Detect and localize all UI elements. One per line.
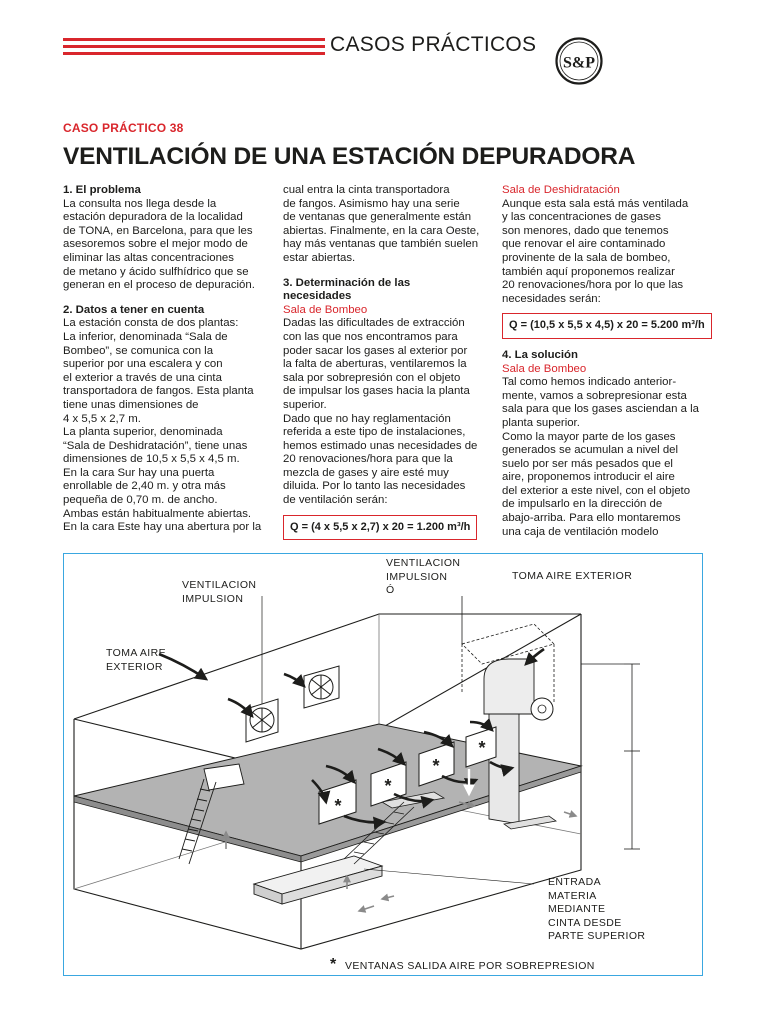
text-line: de ventilación serán: xyxy=(283,494,388,507)
formula-box-bombeo: Q = (4 x 5,5 x 2,7) x 20 = 1.200 m³/h xyxy=(283,515,477,541)
text-line: La inferior, denominada “Sala de xyxy=(63,330,228,343)
text-line: En la cara Sur hay una puerta xyxy=(63,466,215,479)
case-label: CASO PRÁCTICO 38 xyxy=(63,121,184,135)
text-line: hemos estimado unas necesidades de xyxy=(283,439,478,452)
text-line: Como la mayor parte de los gases xyxy=(502,430,676,443)
text-line: sala por sobrepresión con el objeto xyxy=(283,371,461,384)
text-line: 20 renovaciones/hora para que la xyxy=(283,453,453,466)
text-line: Dadas las dificultades de extracción xyxy=(283,317,465,330)
text-line: de impulsarlo en la dirección de xyxy=(502,498,663,511)
text-line: la falta de aberturas, ventilaremos la xyxy=(283,358,467,371)
text-line: poder sacar los gases al exterior por xyxy=(283,344,468,357)
text-line: que renovar el aire contaminado xyxy=(502,238,666,251)
text-line: cual entra la cinta transportadora xyxy=(283,184,450,196)
text-line: suelo por ser más pesados que el xyxy=(502,457,673,470)
header-title: CASOS PRÁCTICOS xyxy=(330,33,537,56)
label-ventilacion-impulsion: VENTILACION IMPULSION xyxy=(182,579,257,605)
text-line: abajo-arriba. Para ello montaremos xyxy=(502,512,681,525)
svg-text:*: * xyxy=(478,738,486,758)
text-line: pequeña de 0,70 m. de ancho. xyxy=(63,494,218,507)
column-2 xyxy=(283,184,490,540)
svg-text:*: * xyxy=(334,796,342,816)
text-line: estar abiertas. xyxy=(283,251,356,264)
column-3 xyxy=(502,184,707,539)
data-heading: 2. Datos a tener en cuenta xyxy=(63,303,205,316)
text-line: La consulta nos llega desde la xyxy=(63,197,217,210)
label-toma-aire-exterior-right: TOMA AIRE EXTERIOR xyxy=(512,570,633,582)
text-line: de ventanas que generalmente están xyxy=(283,211,472,224)
text-line: generan en el proceso de depuración. xyxy=(63,279,255,292)
text-line: enrollable de 2,40 m. y otra más xyxy=(63,480,226,493)
text-line: provinente de la sala de bombeo, xyxy=(502,251,671,264)
text-line: también aquí proponemos realizar xyxy=(502,265,675,278)
text-line: son menores, dado que tenemos xyxy=(502,224,669,237)
text-line: una caja de ventilación modelo xyxy=(502,525,659,538)
text-line: aire, proponemos introducir el aire xyxy=(502,471,675,484)
label-ventilacion-impulsion-o: VENTILACION IMPULSION Ó xyxy=(386,557,461,596)
problem-heading: 1. El problema xyxy=(63,184,141,196)
formula-box-deshidratacion: Q = (10,5 x 5,5 x 4,5) x 20 = 5.200 m³/h xyxy=(502,313,712,339)
text-line: del exterior a este nivel, con el objeto xyxy=(502,484,691,497)
text-line: superior por una escalera y con xyxy=(63,358,223,371)
text-line: referida a este tipo de instalaciones, xyxy=(283,426,466,439)
text-line: Aunque esta sala está más ventilada xyxy=(502,197,689,210)
text-line: En la cara Este hay una abertura por la xyxy=(63,521,262,534)
deshidratacion-subheading: Sala de Deshidratación xyxy=(502,184,620,196)
text-line: con las que nos encontramos para xyxy=(283,330,458,343)
svg-text:*: * xyxy=(384,776,392,796)
text-line: tiene unas dimensiones de xyxy=(63,398,199,411)
legend-text: VENTANAS SALIDA AIRE POR SOBREPRESION xyxy=(345,960,595,972)
text-line: necesidades serán: xyxy=(502,292,601,305)
text-line: eliminar las altas concentraciones xyxy=(63,251,234,264)
text-line: mente, vamos a sobrepresionar esta xyxy=(502,389,687,402)
text-line: hay más ventanas que también suelen xyxy=(283,238,479,251)
ventilation-diagram xyxy=(63,553,703,976)
needs-heading-line-2: necesidades xyxy=(283,290,352,303)
svg-text:*: * xyxy=(432,756,440,776)
logo-text: S&P xyxy=(563,54,595,72)
text-line: de impulsar los gases hacia la planta xyxy=(283,385,470,398)
text-line: Bombeo”, se comunica con la xyxy=(63,344,214,357)
text-line: diluida. Por lo tanto las necesidades xyxy=(283,480,466,493)
text-line: transportadora de fangos. Esta planta xyxy=(63,385,254,398)
text-line: superior. xyxy=(283,398,327,411)
text-line: planta superior. xyxy=(502,416,580,429)
text-line: Ambas están habitualmente abiertas. xyxy=(63,507,252,520)
text-line: el exterior a través de una cinta xyxy=(63,371,222,384)
text-line: y las concentraciones de gases xyxy=(502,211,661,224)
text-line: asesoremos sobre el mejor modo de xyxy=(63,238,248,251)
needs-subheading: Sala de Bombeo xyxy=(283,303,368,316)
text-line: Dado que no hay reglamentación xyxy=(283,412,451,425)
needs-heading: 3. Determinación de las xyxy=(283,276,411,289)
column-1 xyxy=(63,184,273,535)
text-line: dimensiones de 10,5 x 5,5 x 4,5 m. xyxy=(63,453,240,466)
text-line: 4 x 5,5 x 2,7 m. xyxy=(63,412,141,425)
text-line: de TONA, en Barcelona, para que les xyxy=(63,224,253,237)
legend-asterisk-icon: * xyxy=(330,956,337,973)
text-line: “Sala de Deshidratación”, tiene unas xyxy=(63,439,248,452)
label-entrada-materia: ENTRADA MATERIA MEDIANTE CINTA DESDE PARTE SUPERIOR xyxy=(548,876,646,942)
solution-heading: 4. La solución xyxy=(502,348,578,361)
sp-logo-icon xyxy=(555,37,603,85)
text-line: de metano y ácido sulfhídrico que se xyxy=(63,265,249,278)
text-line: mezcla de gases y aire esté muy xyxy=(283,466,449,479)
page-title: VENTILACIÓN DE UNA ESTACIÓN DEPURADORA xyxy=(63,143,636,170)
text-line: sala para que los gases asciendan a la xyxy=(502,403,699,416)
text-line: La estación consta de dos plantas: xyxy=(63,317,239,330)
text-line: abiertas. Finalmente, en la cara Oeste, xyxy=(283,224,480,237)
text-line: de fangos. Asimismo hay una serie xyxy=(283,197,460,210)
text-line: Tal como hemos indicado anterior- xyxy=(502,376,677,389)
text-line: La planta superior, denominada xyxy=(63,426,223,439)
solution-subheading: Sala de Bombeo xyxy=(502,362,587,375)
text-line: 20 renovaciones/hora por lo que las xyxy=(502,279,684,292)
text-line: generados se acumulan a nivel del xyxy=(502,444,679,457)
text-line: estación depuradora de la localidad xyxy=(63,211,243,224)
label-toma-aire-exterior-left: TOMA AIRE EXTERIOR xyxy=(106,647,167,673)
